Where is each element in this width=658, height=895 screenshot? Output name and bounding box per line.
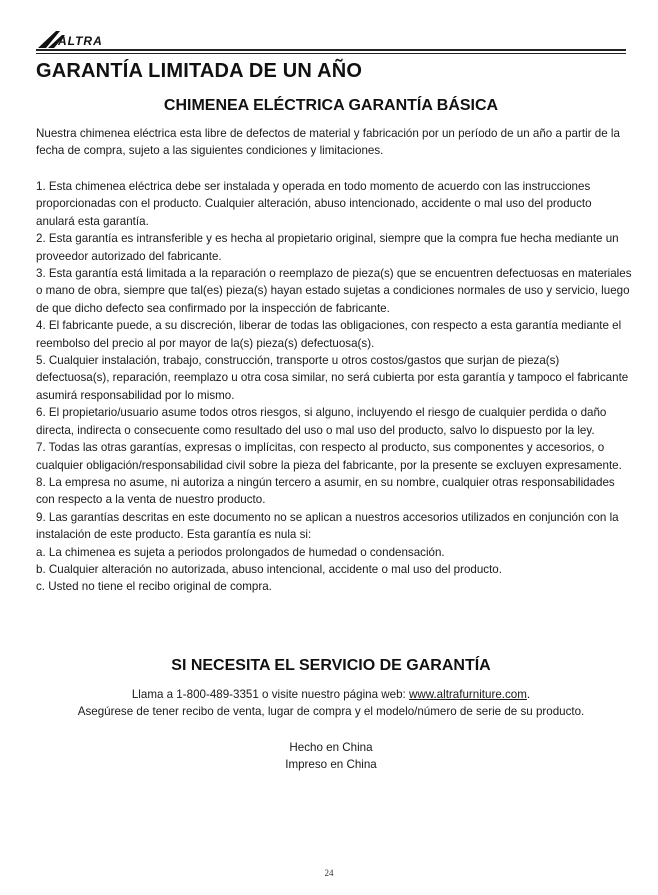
website-link[interactable]: www.altrafurniture.com (408, 688, 527, 701)
header-rule-thin (36, 53, 626, 54)
origin-info (36, 739, 626, 774)
condition-item: 4. El fabricante puede, a su discreción, liberar de todas las obligaciones, con respecto a esta garantía mediante el reembolso del precio al por mayor de la(s) pieza(s) defectuosa(s). (36, 319, 622, 350)
service-section-title: SI NECESITA EL SERVICIO DE GARANTÍA (171, 657, 491, 674)
service-call-text: Llama a 1-800-489-3351 o visite nuestro página web: (131, 688, 409, 701)
condition-item: 3. Esta garantía está limitada a la reparación o reemplazo de pieza(s) que se encuentren defectuosas en materiales o mano de obra, siempre que tal(es) pieza(s) hayan estado sujetas a condiciones normales de uso y servicio, luego de que dicho defecto sea confirmado por la inspección de fabricante. (36, 267, 632, 315)
header-rule-thick (36, 49, 626, 51)
page-number: 24 (324, 868, 334, 878)
condition-item: 2. Esta garantía es intransferible y es hecha al propietario original, siempre que la compra fue hecha mediante un proveedor autorizado del fabricante. (36, 232, 619, 263)
condition-item: 5. Cualquier instalación, trabajo, construcción, transporte u otros costos/gastos que surjan de pieza(s) defectuosa(s), reparación, reemplazo u otra cosa similar, no será cubierta por esta garantía y tampoco el fabricante asumirá responsabilidad por lo mismo. (36, 354, 629, 402)
service-call-suffix: . (526, 688, 531, 701)
logo-wordmark: ALTRA (58, 34, 103, 48)
condition-subitem: a. La chimenea es sujeta a periodos prolongados de humedad o condensación. (36, 545, 445, 559)
page-title: GARANTÍA LIMITADA DE UN AÑO (36, 60, 363, 82)
service-contact-line (36, 686, 626, 703)
warranty-intro-block (36, 125, 632, 160)
condition-item: 9. Las garantías descritas en este documento no se aplican a nuestros accesorios utilizados en conjunción con la instalación de este producto. Esta garantía es nula si: (36, 510, 619, 542)
page-header (36, 28, 626, 54)
condition-item: 1. Esta chimenea eléctrica debe ser instalada y operada en todo momento de acuerdo con las instrucciones proporcionadas con el producto. Cualquier alteración, abuso intencionado, accidente o mal uso del producto anulará esta garantía. (36, 180, 592, 228)
receipt-note: Asegúrese de tener recibo de venta, lugar de compra y el modelo/número de serie de su producto. (77, 705, 585, 719)
condition-item: 7. Todas las otras garantías, expresas o implícitas, con respecto al producto, sus componentes y accesorios, o cualquier obligación/responsabilidad civil sobre la pieza del fabricante, por la presente se excluyen expresamente. (36, 441, 622, 472)
printed-in-text: Impreso en China (285, 758, 377, 772)
warranty-section-title: CHIMENEA ELÉCTRICA GARANTÍA BÁSICA (163, 97, 499, 114)
condition-item: 8. La empresa no asume, ni autoriza a ningún tercero a asumir, en su nombre, cualquier otras responsabilidades con respecto a la venta de nuestro producto. (36, 475, 615, 507)
service-info (36, 686, 626, 721)
made-in-text: Hecho en China (289, 741, 373, 754)
warranty-conditions-list (36, 178, 632, 596)
condition-item: 6. El propietario/usuario asume todos otros riesgos, si alguno, incluyendo el riesgo de cualquier perdida o daño directa, indirecta o consecuente como resultado del uso o mal uso del producto, salvo lo dispuesto por la ley. (36, 406, 607, 437)
condition-subitem: b. Cualquier alteración no autorizada, abuso intencional, accidente o mal uso del producto. (36, 562, 502, 576)
condition-subitem: c. Usted no tiene el recibo original de compra. (36, 580, 272, 594)
warranty-intro: Nuestra chimenea eléctrica esta libre de defectos de material y fabricación por un período de un año a partir de la fecha de compra, sujeto a las siguientes condiciones y limitaciones. (36, 127, 620, 158)
